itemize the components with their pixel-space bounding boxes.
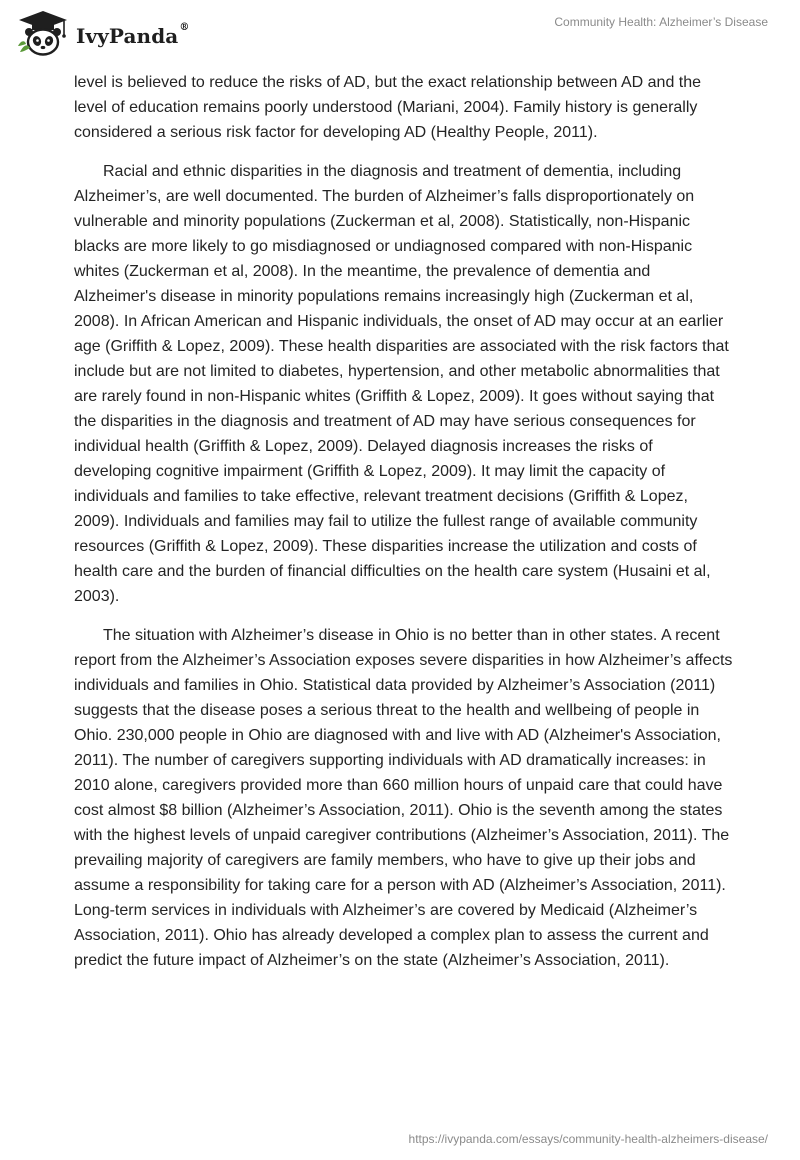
registered-mark: ® xyxy=(179,22,190,33)
source-url[interactable]: https://ivypanda.com/essays/community-health-alzheimers-disease/ xyxy=(408,1132,768,1146)
document-title: Community Health: Alzheimer’s Disease xyxy=(554,15,768,29)
brand-name: IvyPanda xyxy=(76,24,179,48)
logo-wordmark xyxy=(76,24,189,48)
paragraph-continuation: level is believed to reduce the risks of AD, but the exact relationship between AD and the level of education remains poorly understood (Mariani, 2004). Family history is generally considered a serious risk factor for developing AD (Healthy People, 2011). xyxy=(74,74,702,141)
ivypanda-logo[interactable] xyxy=(14,8,189,58)
panda-graduation-cap-icon xyxy=(14,8,72,58)
essay-body xyxy=(74,70,734,987)
paragraph-disparities: Racial and ethnic disparities in the diagnosis and treatment of dementia, including Alzheimer’s, are well documented. The burden of Alzheimer’s falls disproportionately on vulnerable and minority populations (Zuckerman et al, 2008). Statistically, non-Hispanic blacks are more likely to go misdiagnosed or undiagnosed compared with non-Hispanic whites (Zuckerman et al, 2008). In the meantime, the prevalence of dementia and Alzheimer's disease in minority populations remains increasingly high (Zuckerman et al, 2008). In African American and Hispanic individuals, the onset of AD may occur at an earlier age (Griffith & Lopez, 2009). These health disparities are associated with the risk factors that include but are not limited to diabetes, hypertension, and other metabolic abnormalities that are rarely found in non-Hispanic whites (Griffith & Lopez, 2009). It goes without saying that the disparities in the diagnosis and treatment of AD may have serious consequences for individual health (Griffith & Lopez, 2009). Delayed diagnosis increases the risks of developing cognitive impairment (Griffith & Lopez, 2009). It may limit the capacity of individuals and families to take effective, relevant treatment decisions (Griffith & Lopez, 2009). Individuals and families may fail to utilize the fullest range of available community resources (Griffith & Lopez, 2009). These disparities increase the utilization and costs of health care and the burden of financial difficulties on the health care system (Husaini et al, 2003). xyxy=(74,163,729,605)
paragraph-ohio: The situation with Alzheimer’s disease in Ohio is no better than in other states. A recent report from the Alzheimer’s Association exposes severe disparities in how Alzheimer’s affects individuals and families in Ohio. Statistical data provided by Alzheimer’s Association (2011) suggests that the disease poses a serious threat to the health and wellbeing of people in Ohio. 230,000 people in Ohio are diagnosed with and live with AD (Alzheimer's Association, 2011). The number of caregivers supporting individuals with AD dramatically increases: in 2010 alone, caregivers provided more than 660 million hours of unpaid care that could have cost almost $8 billion (Alzheimer’s Association, 2011). Ohio is the seventh among the states with the highest levels of unpaid caregiver contributions (Alzheimer’s Association, 2011). The prevailing majority of caregivers are family members, who have to give up their jobs and assume a responsibility for taking care for a person with AD (Alzheimer’s Association, 2011). Long-term services in individuals with Alzheimer’s are covered by Medicaid (Alzheimer’s Association, 2011). Ohio has already developed a complex plan to assess the current and predict the future impact of Alzheimer’s on the state (Alzheimer’s Association, 2011). xyxy=(74,627,733,969)
page-header xyxy=(0,0,800,66)
